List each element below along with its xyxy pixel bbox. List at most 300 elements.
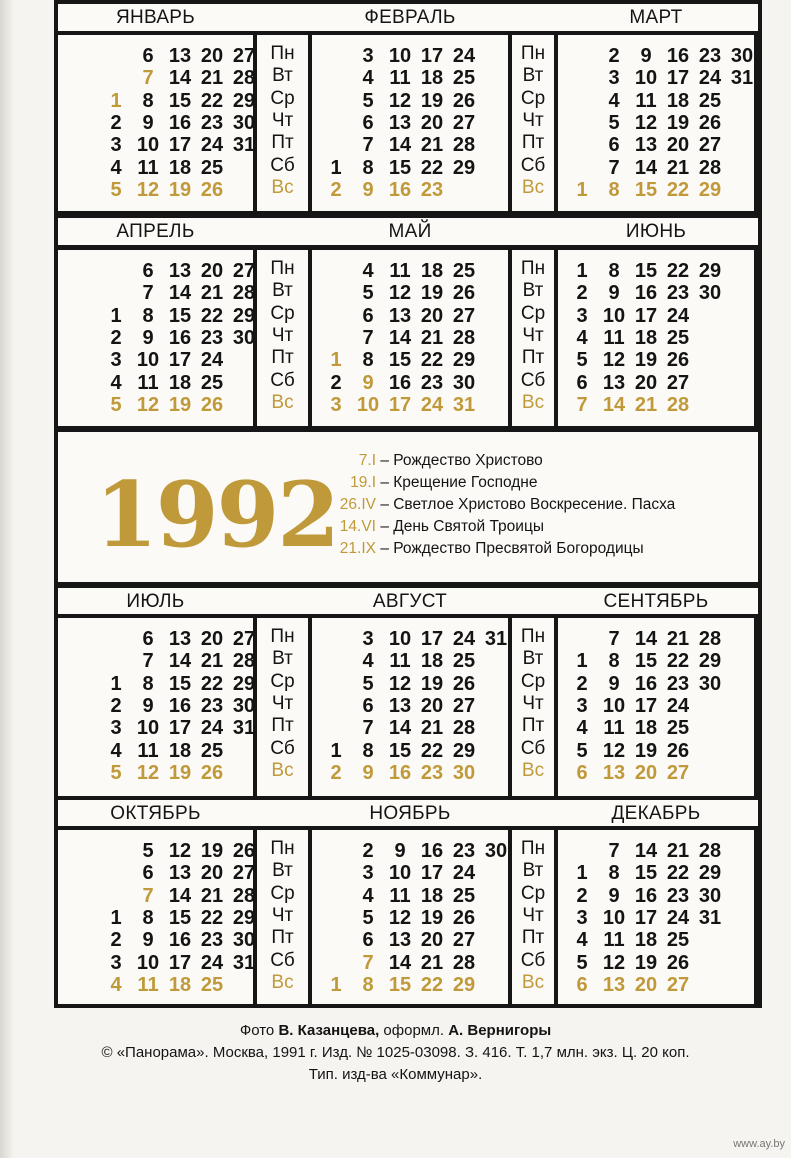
holiday-item: [318, 472, 675, 494]
day-number: 13: [168, 628, 192, 650]
weekday-label: Ср: [270, 670, 295, 692]
day-number: 13: [602, 371, 626, 394]
day-number: 10: [136, 349, 160, 372]
day-number: 21: [634, 393, 658, 416]
day-number: 4: [110, 739, 122, 762]
day-number: 21: [200, 282, 224, 305]
day-number: 15: [168, 304, 192, 327]
day-number: 22: [666, 650, 690, 673]
day-number: 10: [634, 67, 658, 90]
day-number: 22: [200, 672, 224, 695]
month-days: [312, 35, 508, 211]
day-number: 15: [634, 260, 658, 282]
day-number: 13: [388, 929, 412, 952]
day-number: 25: [200, 973, 224, 996]
day-number: 17: [666, 67, 690, 90]
day-number: 2: [330, 371, 342, 394]
day-number: 10: [388, 628, 412, 650]
day-number: 5: [608, 111, 620, 134]
day-number: 25: [666, 326, 690, 349]
day-number: 25: [666, 717, 690, 740]
day-number: 11: [389, 884, 411, 907]
day-number: 22: [420, 349, 444, 372]
holiday-item: [318, 450, 675, 472]
weekday-label: Пн: [270, 626, 295, 647]
day-number: 30: [484, 840, 508, 862]
day-number: 24: [452, 45, 476, 67]
weekday-label: Ср: [520, 670, 546, 692]
day-number: 27: [232, 628, 256, 650]
day-number: 26: [200, 761, 224, 784]
day-number: 18: [168, 739, 192, 762]
day-number: 10: [602, 694, 626, 717]
day-number: 9: [362, 761, 374, 784]
day-number: 15: [388, 739, 412, 762]
day-number: 16: [168, 694, 192, 717]
day-number: 27: [232, 862, 256, 885]
holiday-text: – Рождество Христово: [380, 452, 543, 469]
day-number: 26: [232, 840, 256, 862]
weekday-label: Чт: [522, 324, 544, 346]
day-number: 29: [232, 304, 256, 327]
day-number: 12: [602, 739, 626, 762]
day-number: 21: [420, 717, 444, 740]
footer-design-prefix: оформл.: [383, 1022, 445, 1039]
day-number: 30: [730, 45, 754, 67]
day-number: 8: [142, 906, 154, 929]
day-number: 13: [168, 862, 192, 885]
day-number: 15: [634, 862, 658, 885]
day-number: 17: [388, 393, 412, 416]
holiday-item: [318, 516, 675, 538]
weekday-label: Пт: [521, 715, 545, 737]
weekday-column: [512, 618, 554, 796]
day-number: 27: [232, 260, 256, 282]
day-number: 8: [362, 156, 374, 179]
day-number: 30: [232, 111, 256, 134]
weekday-column: [257, 250, 308, 426]
day-number: 27: [666, 973, 690, 996]
holiday-text: – Светлое Христово Воскресение. Пасха: [380, 496, 676, 513]
day-number: 12: [388, 89, 412, 112]
holiday-date: 19.I: [350, 474, 376, 491]
day-number: 7: [142, 650, 154, 673]
day-number: 11: [389, 260, 411, 282]
day-number: 12: [388, 672, 412, 695]
day-number: 24: [666, 304, 690, 327]
month-days: [558, 35, 754, 211]
day-number: 8: [142, 304, 154, 327]
day-number: 16: [634, 672, 658, 695]
day-number: 18: [634, 326, 658, 349]
day-number: 15: [168, 672, 192, 695]
footer-designer: А. Вернигоры: [448, 1022, 552, 1039]
day-number: 1: [330, 349, 342, 372]
day-number: 10: [602, 906, 626, 929]
day-number: 19: [168, 761, 192, 784]
day-number: 9: [640, 45, 652, 67]
day-number: 16: [168, 111, 192, 134]
holiday-text: – День Святой Троицы: [380, 518, 544, 535]
weekday-column: [257, 618, 308, 796]
day-number: 23: [698, 45, 722, 67]
day-number: 23: [666, 884, 690, 907]
weekday-label: Вт: [522, 648, 544, 670]
day-number: 26: [452, 672, 476, 695]
day-number: 25: [452, 884, 476, 907]
weekday-label: Вт: [272, 280, 293, 302]
day-number: 5: [110, 178, 122, 201]
day-number: 21: [420, 326, 444, 349]
day-number: 11: [389, 650, 411, 673]
day-number: 28: [698, 840, 722, 862]
day-number: 22: [420, 973, 444, 996]
day-number: 28: [232, 884, 256, 907]
day-number: 2: [608, 45, 620, 67]
day-number: 11: [603, 929, 625, 952]
day-number: 24: [666, 906, 690, 929]
day-number: 19: [420, 282, 444, 305]
day-number: 16: [666, 45, 690, 67]
day-number: 28: [452, 717, 476, 740]
day-number: 17: [634, 304, 658, 327]
day-number: 8: [608, 178, 620, 201]
day-number: 19: [420, 906, 444, 929]
day-number: 29: [232, 906, 256, 929]
day-number: 13: [388, 304, 412, 327]
day-number: 26: [452, 89, 476, 112]
weekday-label: Пн: [520, 43, 546, 64]
day-number: 29: [698, 650, 722, 673]
holiday-text: – Крещение Господне: [380, 474, 538, 491]
day-number: 3: [362, 628, 374, 650]
day-number: 24: [200, 349, 224, 372]
day-number: 14: [388, 326, 412, 349]
day-number: 5: [362, 672, 374, 695]
day-number: 25: [200, 156, 224, 179]
day-number: 2: [576, 884, 588, 907]
day-number: 3: [110, 951, 122, 974]
day-number: 7: [142, 884, 154, 907]
weekday-label: Сб: [270, 369, 295, 391]
day-number: 2: [110, 326, 122, 349]
weekday-label: Ср: [270, 302, 295, 324]
day-number: 19: [420, 672, 444, 695]
day-number: 7: [362, 717, 374, 740]
day-number: 4: [110, 973, 122, 996]
month-days: [58, 618, 256, 796]
day-number: 7: [362, 951, 374, 974]
weekday-column: [512, 250, 554, 426]
day-number: 28: [452, 326, 476, 349]
weekday-column: [257, 35, 308, 211]
day-number: 31: [232, 717, 256, 740]
day-number: 31: [232, 951, 256, 974]
weekday-label: Вт: [272, 65, 293, 87]
day-number: 16: [388, 761, 412, 784]
day-number: 18: [420, 650, 444, 673]
day-number: 5: [362, 89, 374, 112]
weekday-label: Чт: [271, 109, 294, 131]
day-number: 19: [666, 111, 690, 134]
day-number: 14: [634, 628, 658, 650]
day-number: 16: [634, 282, 658, 305]
day-number: 31: [698, 906, 722, 929]
day-number: 14: [168, 67, 192, 90]
weekday-label: Вт: [522, 860, 544, 882]
day-number: 28: [232, 650, 256, 673]
weekday-column: [257, 830, 308, 1004]
day-number: 23: [420, 761, 444, 784]
day-number: 4: [110, 371, 122, 394]
day-number: 26: [666, 739, 690, 762]
day-number: 21: [200, 67, 224, 90]
day-number: 23: [420, 371, 444, 394]
month-name: ЯНВАРЬ: [115, 7, 196, 28]
day-number: 2: [576, 672, 588, 695]
day-number: 12: [388, 906, 412, 929]
weekday-label: Пт: [521, 927, 545, 949]
day-number: 20: [420, 694, 444, 717]
day-number: 26: [666, 349, 690, 372]
day-number: 13: [388, 694, 412, 717]
day-number: 28: [698, 628, 722, 650]
day-number: 1: [110, 906, 122, 929]
month-days: [58, 35, 256, 211]
weekday-label: Пн: [270, 258, 295, 279]
day-number: 6: [142, 260, 154, 282]
day-number: 16: [388, 178, 412, 201]
day-number: 14: [634, 840, 658, 862]
day-number: 20: [420, 111, 444, 134]
day-number: 21: [666, 628, 690, 650]
day-number: 21: [666, 840, 690, 862]
day-number: 10: [388, 862, 412, 885]
day-number: 27: [452, 929, 476, 952]
day-number: 21: [200, 884, 224, 907]
day-number: 5: [142, 840, 154, 862]
day-number: 23: [666, 672, 690, 695]
weekday-label: Чт: [271, 904, 294, 926]
day-number: 21: [420, 951, 444, 974]
month-days: [558, 830, 754, 1004]
day-number: 4: [576, 717, 588, 740]
day-number: 15: [388, 973, 412, 996]
day-number: 16: [388, 371, 412, 394]
day-number: 25: [452, 260, 476, 282]
weekday-label: Вс: [271, 391, 294, 413]
day-number: 28: [452, 134, 476, 157]
day-number: 25: [666, 929, 690, 952]
day-number: 26: [452, 906, 476, 929]
day-number: 18: [168, 156, 192, 179]
day-number: 1: [110, 672, 122, 695]
day-number: 17: [168, 349, 192, 372]
day-number: 4: [362, 260, 374, 282]
day-number: 15: [634, 650, 658, 673]
weekday-label: Пт: [521, 347, 545, 369]
day-number: 1: [330, 156, 342, 179]
day-number: 25: [698, 89, 722, 112]
weekday-label: Пт: [271, 132, 294, 154]
weekday-label: Пн: [270, 838, 295, 859]
weekday-label: Чт: [271, 324, 294, 346]
day-number: 25: [200, 739, 224, 762]
day-number: 19: [634, 739, 658, 762]
day-number: 24: [200, 951, 224, 974]
day-number: 17: [168, 717, 192, 740]
day-number: 6: [576, 761, 588, 784]
day-number: 6: [362, 929, 374, 952]
day-number: 14: [634, 156, 658, 179]
day-number: 9: [362, 371, 374, 394]
weekday-label: Вс: [521, 971, 545, 993]
day-number: 17: [420, 862, 444, 885]
day-number: 9: [608, 672, 620, 695]
day-number: 12: [388, 282, 412, 305]
day-number: 20: [420, 929, 444, 952]
day-number: 24: [200, 134, 224, 157]
day-number: 26: [452, 282, 476, 305]
weekday-label: Вт: [522, 280, 544, 302]
day-number: 29: [232, 672, 256, 695]
day-number: 6: [362, 694, 374, 717]
weekday-column: [512, 830, 554, 1004]
weekday-label: Ср: [520, 302, 546, 324]
day-number: 28: [232, 282, 256, 305]
holiday-date: 14.VI: [339, 518, 376, 535]
day-number: 12: [634, 111, 658, 134]
weekday-label: Ср: [270, 882, 295, 904]
weekday-column: [512, 35, 554, 211]
day-number: 26: [666, 951, 690, 974]
weekday-label: Сб: [520, 737, 546, 759]
day-number: 16: [168, 929, 192, 952]
day-number: 10: [388, 45, 412, 67]
day-number: 3: [330, 393, 342, 416]
day-number: 13: [168, 260, 192, 282]
month-name: МАЙ: [388, 221, 432, 242]
weekday-label: Пт: [271, 927, 294, 949]
day-number: 30: [698, 672, 722, 695]
day-number: 2: [330, 761, 342, 784]
day-number: 21: [200, 650, 224, 673]
month-days: [58, 250, 256, 426]
day-number: 19: [200, 840, 224, 862]
holiday-date: 26.IV: [339, 496, 376, 513]
day-number: 25: [200, 371, 224, 394]
day-number: 18: [168, 973, 192, 996]
day-number: 14: [168, 282, 192, 305]
day-number: 20: [200, 628, 224, 650]
day-number: 3: [576, 906, 588, 929]
weekday-label: Пн: [520, 258, 546, 279]
day-number: 23: [200, 111, 224, 134]
day-number: 6: [362, 304, 374, 327]
day-number: 8: [362, 973, 374, 996]
day-number: 15: [388, 156, 412, 179]
day-number: 6: [142, 862, 154, 885]
day-number: 16: [634, 884, 658, 907]
weekday-label: Сб: [270, 949, 295, 971]
day-number: 15: [634, 178, 658, 201]
day-number: 18: [420, 260, 444, 282]
day-number: 27: [452, 694, 476, 717]
day-number: 4: [362, 67, 374, 90]
day-number: 11: [137, 973, 159, 996]
day-number: 22: [200, 906, 224, 929]
day-number: 22: [420, 156, 444, 179]
day-number: 31: [452, 393, 476, 416]
footer-credits: [0, 1022, 791, 1039]
weekday-label: Пт: [271, 347, 294, 369]
day-number: 4: [110, 156, 122, 179]
day-number: 1: [110, 304, 122, 327]
day-number: 2: [362, 840, 374, 862]
weekday-label: Вс: [521, 759, 545, 781]
weekday-label: Чт: [522, 692, 544, 714]
day-number: 6: [142, 628, 154, 650]
day-number: 22: [666, 862, 690, 885]
holiday-text: – Рождество Пресвятой Богородицы: [380, 540, 644, 557]
holiday-list: [318, 450, 675, 560]
day-number: 10: [356, 393, 380, 416]
day-number: 10: [136, 134, 160, 157]
month-name: ОКТЯБРЬ: [110, 803, 201, 824]
weekday-label: Вс: [271, 971, 294, 993]
day-number: 7: [608, 840, 620, 862]
month-name: МАРТ: [629, 7, 683, 28]
day-number: 9: [608, 282, 620, 305]
day-number: 13: [168, 45, 192, 67]
day-number: 7: [608, 628, 620, 650]
weekday-label: Сб: [520, 154, 546, 176]
day-number: 12: [602, 951, 626, 974]
day-number: 9: [142, 694, 154, 717]
day-number: 27: [698, 134, 722, 157]
watermark: www.ay.by: [733, 1138, 785, 1150]
day-number: 9: [142, 929, 154, 952]
day-number: 2: [110, 929, 122, 952]
day-number: 28: [666, 393, 690, 416]
weekday-label: Чт: [522, 904, 544, 926]
day-number: 9: [142, 111, 154, 134]
day-number: 19: [420, 89, 444, 112]
day-number: 18: [634, 717, 658, 740]
month-name: ФЕВРАЛЬ: [364, 7, 456, 28]
day-number: 2: [576, 282, 588, 305]
day-number: 9: [394, 840, 406, 862]
day-number: 14: [388, 951, 412, 974]
day-number: 11: [603, 717, 625, 740]
day-number: 10: [602, 304, 626, 327]
day-number: 29: [698, 260, 722, 282]
day-number: 4: [362, 884, 374, 907]
day-number: 12: [602, 349, 626, 372]
day-number: 15: [388, 349, 412, 372]
weekday-label: Пт: [521, 132, 545, 154]
day-number: 27: [452, 111, 476, 134]
weekday-label: Вс: [271, 176, 294, 198]
day-number: 10: [136, 717, 160, 740]
holiday-date: 7.I: [358, 452, 376, 469]
day-number: 9: [608, 884, 620, 907]
day-number: 23: [200, 929, 224, 952]
day-number: 4: [576, 326, 588, 349]
weekday-label: Вт: [522, 65, 544, 87]
day-number: 18: [634, 929, 658, 952]
day-number: 19: [634, 349, 658, 372]
